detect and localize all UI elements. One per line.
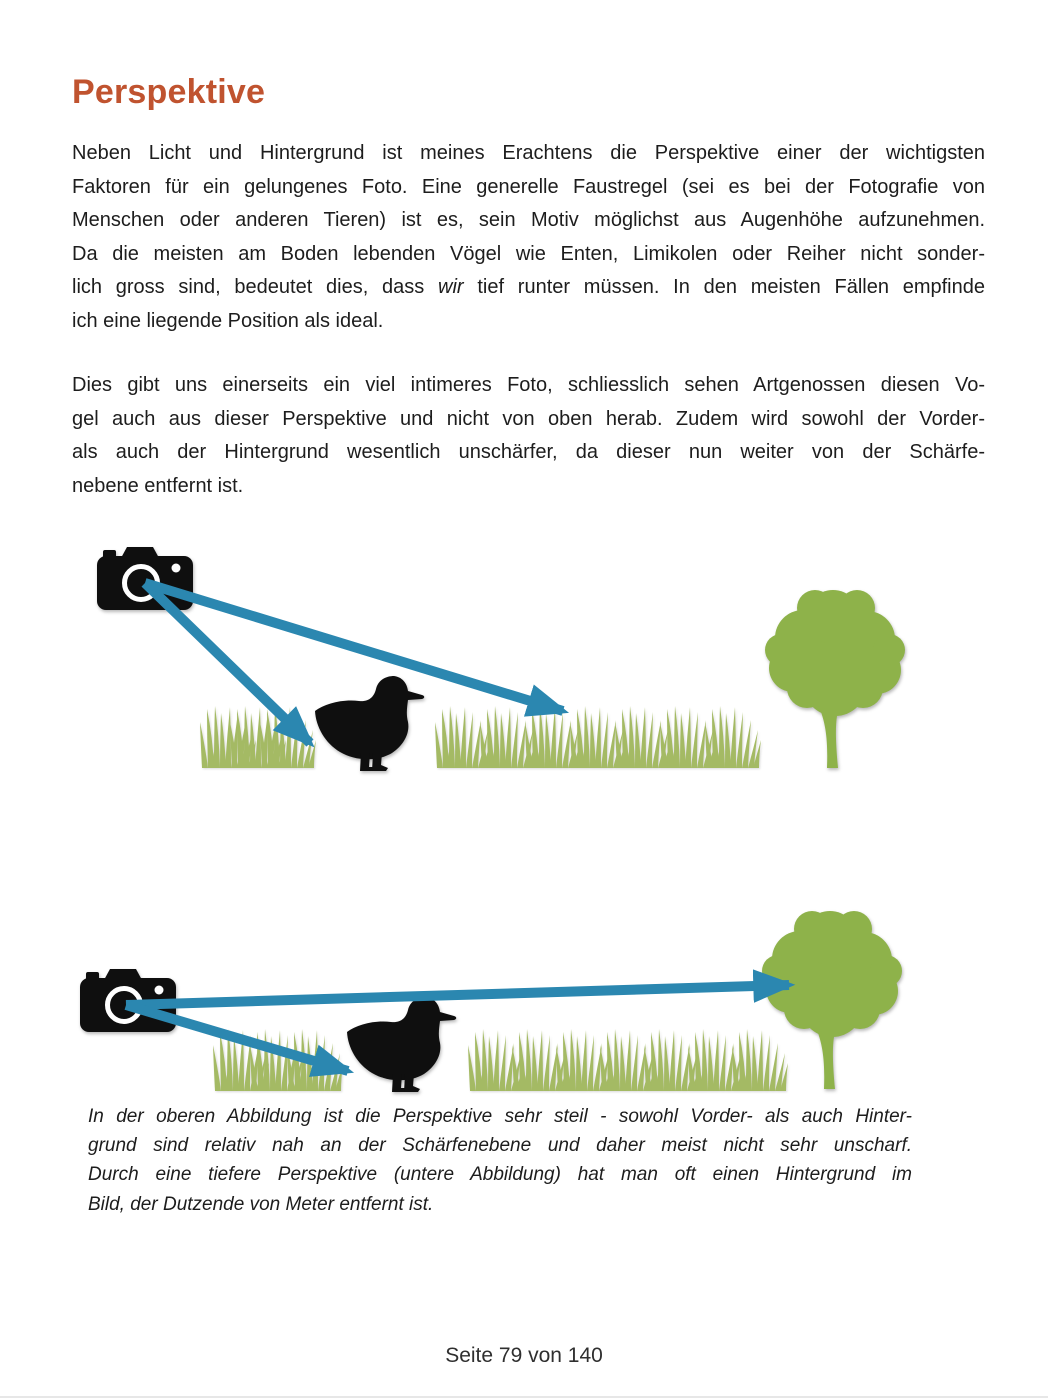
body-paragraph-2 [72,369,985,503]
text-line: Menschen oder anderen Tieren) ist es, sein Motiv möglichst aus Augenhöhe aufzunehmen. [72,209,985,231]
body-paragraph-1 [72,137,985,338]
tree-icon [765,590,905,768]
text-span: lich gross sind, bedeutet dies, dass [72,276,439,298]
figure-caption [88,1102,912,1219]
text-span: tief runter müssen. In den meisten Fällen empfinde [463,276,985,298]
text-line: Bild, der Dutzende von Meter entfernt ist. [88,1193,434,1215]
text-line: nebene entfernt ist. [72,474,244,497]
text-line: ich eine liegende Position als ideal. [72,309,384,332]
text-line: grund sind relativ nah an der Schärfenebene und daher meist nicht sehr unscharf. [88,1135,912,1157]
text-line: In der oberen Abbildung ist die Perspektive sehr steil - sowohl Vorder- als auch Hinter- [88,1106,912,1127]
emphasized-word: wir [438,276,464,298]
focus-arrow-background [126,985,789,1005]
diagram-low-perspective [60,898,960,1103]
text-line [72,271,985,305]
focus-arrow-foreground [126,1005,348,1071]
diagram-steep-perspective [60,528,960,793]
camera-icon [97,547,193,610]
text-line: Dies gibt uns einerseits ein viel intimeres Foto, schliesslich sehen Artgenossen diesen Vo- [72,374,985,396]
text-line: Da die meisten am Boden lebenden Vögel wie Enten, Limikolen oder Reiher nicht sonder- [72,242,985,265]
text-line: gel auch aus dieser Perspektive und nicht von oben herab. Zudem wird sowohl der Vorder- [72,407,985,430]
page-title: Perspektive [72,73,266,111]
duck-icon [347,997,456,1092]
text-line: Durch eine tiefere Perspektive (untere Abbildung) hat man oft einen Hintergrund im [88,1164,912,1186]
page-bottom-divider [0,1396,1048,1398]
page-number: Seite 79 von 140 [445,1344,603,1367]
text-line: als auch der Hintergrund wesentlich unschärfer, da dieser nun weiter von der Schärfe- [72,441,985,463]
text-line: Neben Licht und Hintergrund ist meines Erachtens die Perspektive einer der wichtigsten [72,142,985,164]
duck-icon [315,676,424,771]
text-line: Faktoren für ein gelungenes Foto. Eine generelle Faustregel (sei es bei der Fotografie von [72,175,985,198]
